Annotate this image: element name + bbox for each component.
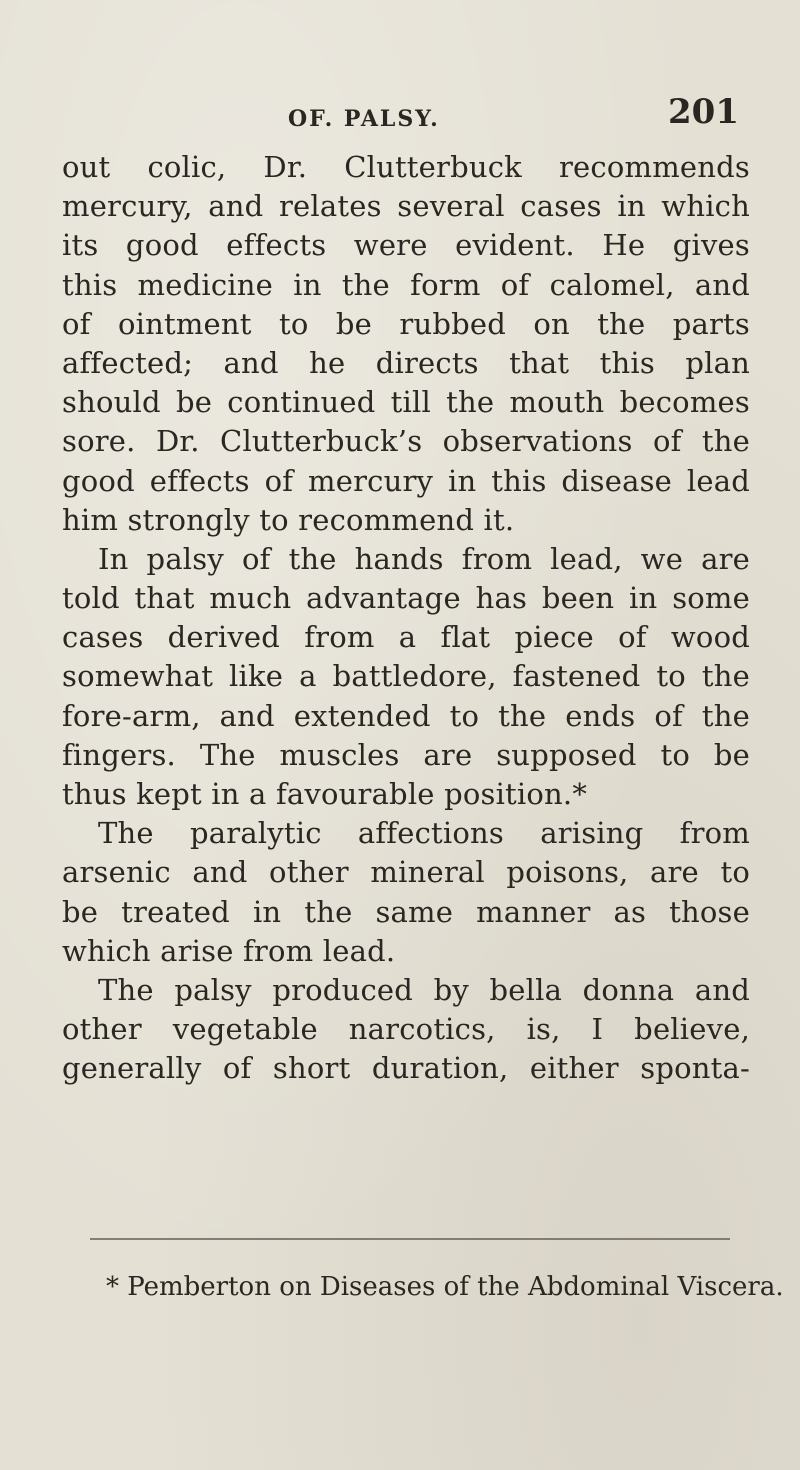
footnote-rule [90, 1238, 730, 1240]
text-line: this medicine in the form of calomel, and [62, 267, 750, 302]
text-line: arsenic and other mineral poisons, are to [62, 855, 750, 890]
text-line: somewhat like a battledore, fastened to the [62, 659, 750, 694]
text-line: which arise from lead. [62, 933, 396, 968]
text-line: of ointment to be rubbed on the parts [62, 306, 750, 341]
text-line: be treated in the same manner as those [62, 894, 750, 929]
text-line: generally of short duration, either sponta- [62, 1051, 750, 1086]
body-text [62, 148, 750, 1089]
text-line: told that much advantage has been in some [62, 581, 750, 616]
text-line: mercury, and relates several cases in which [62, 189, 750, 224]
text-line: sore. Dr. Clutterbuck’s observations of the [62, 424, 750, 459]
running-title: OF. PALSY. [288, 106, 440, 132]
running-head [0, 92, 800, 132]
text-line: out colic, Dr. Clutterbuck recommends [62, 150, 750, 184]
text-line: cases derived from a flat piece of wood [62, 620, 750, 655]
text-line: fore-arm, and extended to the ends of the [62, 698, 750, 733]
text-line: other vegetable narcotics, is, I believe, [62, 1012, 750, 1047]
footnote: * Pemberton on Diseases of the Abdominal Viscera. [106, 1272, 784, 1302]
text-line: good effects of mercury in this disease lead [62, 463, 750, 498]
text-line: The palsy produced by bella donna and [98, 972, 750, 1007]
text-line: thus kept in a favourable position.* [62, 777, 588, 811]
text-line: In palsy of the hands from lead, we are [98, 541, 750, 576]
text-line: should be continued till the mouth becomes [62, 385, 750, 420]
text-line: its good effects were evident. He gives [62, 228, 750, 263]
text-line: affected; and he directs that this plan [62, 345, 750, 380]
page-number: 201 [668, 92, 739, 132]
text-line: fingers. The muscles are supposed to be [62, 737, 750, 772]
text-line: him strongly to recommend it. [62, 502, 515, 537]
text-line: The paralytic affections arising from [98, 816, 750, 851]
